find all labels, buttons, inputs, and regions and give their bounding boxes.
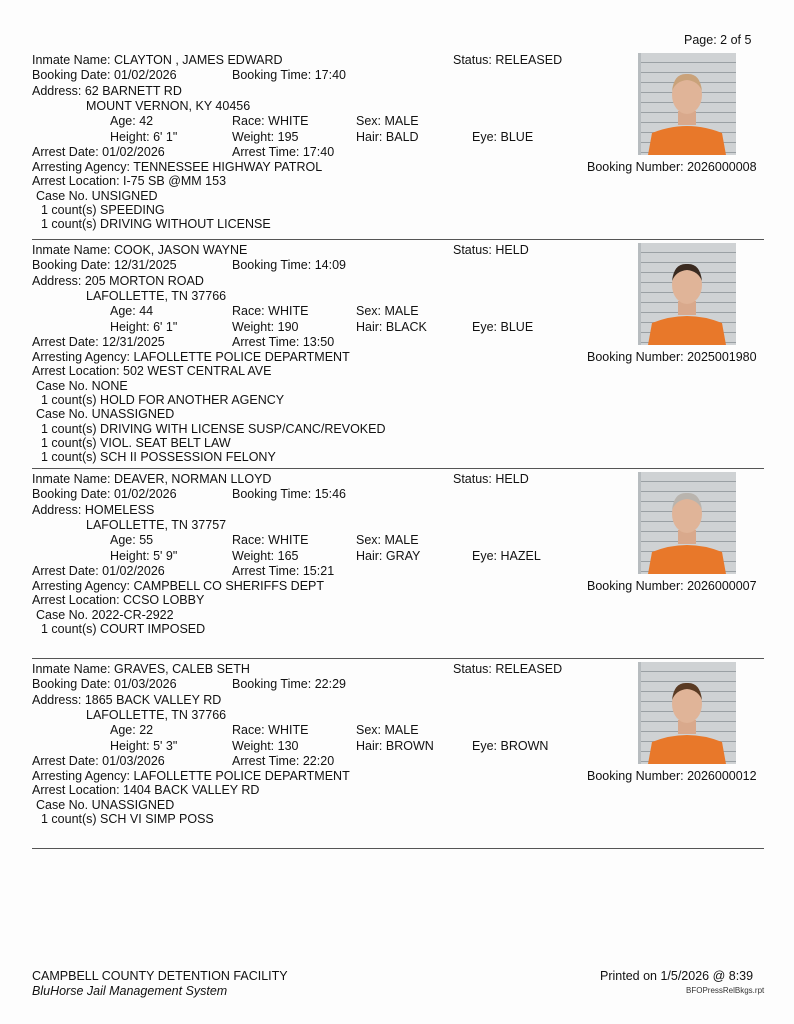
booking-time	[232, 68, 346, 82]
status-label: Status:	[453, 662, 492, 676]
status-label: Status:	[453, 472, 492, 486]
hair-value: BROWN	[385, 738, 434, 753]
case-number: Case No. NONE	[36, 378, 128, 393]
arrest-date	[32, 564, 165, 578]
inmate-name	[32, 53, 283, 67]
height-label: Height:	[110, 319, 150, 334]
booking-date	[32, 68, 177, 82]
record-divider	[32, 848, 764, 849]
mugshot-photo	[638, 662, 736, 764]
address	[32, 693, 221, 707]
arrest-location	[32, 364, 271, 378]
address	[32, 503, 154, 517]
charge-count: 1 count(s) SCH VI SIMP POSS	[41, 812, 214, 826]
case-number: Case No. UNSIGNED	[36, 188, 158, 203]
sex-label: Sex:	[356, 304, 382, 319]
hair-label: Hair:	[356, 548, 383, 563]
mugshot-photo	[638, 472, 736, 574]
booking-number-label: Booking Number:	[587, 769, 684, 784]
eye-label: Eye:	[472, 738, 498, 753]
inmate-name-label: Inmate Name:	[32, 53, 111, 67]
person-silhouette-icon	[638, 662, 736, 764]
booking-date	[32, 677, 177, 691]
address-label: Address:	[32, 692, 82, 707]
arresting-agency-value: LAFOLLETTE POLICE DEPARTMENT	[133, 350, 350, 365]
eye-value: HAZEL	[500, 548, 541, 563]
race-value: WHITE	[268, 533, 309, 548]
arrest-time-value: 15:21	[302, 563, 335, 578]
status-label: Status:	[453, 243, 492, 257]
booking-date-label: Booking Date:	[32, 68, 111, 83]
inmate-name	[32, 472, 271, 486]
address-value: 205 MORTON ROAD	[84, 273, 204, 288]
arrest-location-value: 1404 BACK VALLEY RD	[123, 783, 260, 798]
weight-value: 190	[277, 319, 299, 334]
hair-value: BALD	[385, 129, 419, 144]
hair-label: Hair:	[356, 129, 383, 144]
weight-value: 130	[277, 738, 299, 753]
arrest-date	[32, 145, 165, 159]
booking-time-label: Booking Time:	[232, 487, 312, 502]
arrest-time-value: 22:20	[302, 753, 335, 768]
inmate-name-value: GRAVES, CALEB SETH	[114, 662, 250, 676]
address	[32, 274, 204, 288]
address-label: Address:	[32, 83, 82, 98]
record-divider	[32, 658, 764, 659]
weight-value: 195	[277, 129, 299, 144]
arrest-location-label: Arrest Location:	[32, 783, 120, 798]
arresting-agency	[32, 160, 322, 174]
booking-time-label: Booking Time:	[232, 258, 312, 273]
race	[232, 304, 308, 318]
arresting-agency-value: LAFOLLETTE POLICE DEPARTMENT	[133, 769, 350, 784]
charge-count: 1 count(s) SPEEDING	[41, 203, 165, 217]
height	[110, 130, 177, 144]
inmate-name	[32, 243, 247, 257]
eye-value: BLUE	[500, 129, 534, 144]
charge-count: 1 count(s) DRIVING WITHOUT LICENSE	[41, 217, 271, 232]
arrest-time-label: Arrest Time:	[232, 144, 300, 159]
height-value: 5' 9"	[153, 548, 178, 563]
address-value: HOMELESS	[84, 502, 155, 517]
age-label: Age:	[110, 304, 136, 319]
address-city-line: MOUNT VERNON, KY 40456	[86, 98, 251, 113]
eye-label: Eye:	[472, 129, 498, 144]
hair-value: GRAY	[385, 548, 421, 563]
eye	[472, 320, 533, 334]
weight-value: 165	[277, 548, 299, 563]
age-value: 55	[139, 533, 154, 548]
report-filename: BFOPressRelBkgs.rpt	[686, 986, 765, 995]
height-label: Height:	[110, 548, 150, 563]
arrest-time-label: Arrest Time:	[232, 563, 300, 578]
arrest-time	[232, 754, 334, 768]
booking-date	[32, 487, 177, 501]
weight-label: Weight:	[232, 548, 275, 563]
age-label: Age:	[110, 723, 136, 738]
weight-label: Weight:	[232, 319, 275, 334]
person-silhouette-icon	[638, 472, 736, 574]
arrest-location-value: 502 WEST CENTRAL AVE	[123, 364, 272, 379]
booking-date-value: 12/31/2025	[114, 258, 177, 273]
race-value: WHITE	[268, 114, 309, 129]
weight	[232, 739, 299, 753]
race-label: Race:	[232, 533, 265, 548]
age	[110, 533, 153, 547]
race-label: Race:	[232, 723, 265, 738]
address-value: 1865 BACK VALLEY RD	[84, 692, 222, 707]
arrest-time	[232, 145, 334, 159]
arresting-agency-label: Arresting Agency:	[32, 350, 130, 365]
arrest-date-value: 12/31/2025	[102, 334, 165, 349]
age	[110, 304, 153, 318]
person-silhouette-icon	[638, 243, 736, 345]
address-city-line: LAFOLLETTE, TN 37766	[86, 707, 227, 722]
eye	[472, 130, 533, 144]
eye	[472, 739, 548, 753]
arrest-date-value: 01/02/2026	[102, 563, 165, 578]
hair	[356, 320, 427, 334]
arresting-agency	[32, 350, 350, 364]
status-label: Status:	[453, 53, 492, 67]
eye-label: Eye:	[472, 548, 498, 563]
sex	[356, 533, 419, 547]
status	[453, 53, 562, 67]
inmate-name-label: Inmate Name:	[32, 472, 111, 486]
booking-number-value: 2026000007	[687, 579, 757, 594]
address-label: Address:	[32, 273, 82, 288]
booking-time-value: 22:29	[314, 677, 346, 692]
arrest-location-label: Arrest Location:	[32, 593, 120, 608]
arresting-agency	[32, 769, 350, 783]
booking-date-value: 01/02/2026	[114, 487, 177, 502]
charge-count: 1 count(s) COURT IMPOSED	[41, 622, 206, 636]
sex	[356, 114, 419, 128]
arrest-date	[32, 335, 165, 349]
eye-value: BLUE	[500, 319, 534, 334]
arresting-agency-label: Arresting Agency:	[32, 769, 130, 784]
arrest-time-value: 13:50	[302, 334, 335, 349]
inmate-name	[32, 662, 250, 676]
booking-number-value: 2026000008	[687, 160, 757, 175]
hair-label: Hair:	[356, 319, 383, 334]
arresting-agency	[32, 579, 324, 593]
arrest-location-label: Arrest Location:	[32, 174, 120, 189]
race-label: Race:	[232, 304, 265, 319]
sex	[356, 304, 419, 318]
arrest-location-value: CCSO LOBBY	[123, 593, 205, 608]
booking-number-label: Booking Number:	[587, 350, 684, 365]
inmate-name-value: COOK, JASON WAYNE	[114, 243, 248, 257]
booking-time-value: 15:46	[314, 487, 346, 502]
case-number: Case No. UNASSIGNED	[36, 797, 175, 812]
charge-count: 1 count(s) HOLD FOR ANOTHER AGENCY	[41, 393, 285, 407]
weight	[232, 130, 299, 144]
arrest-date-label: Arrest Date:	[32, 144, 99, 159]
booking-number-value: 2025001980	[687, 350, 757, 365]
booking-time	[232, 487, 346, 501]
address-value: 62 BARNETT RD	[84, 83, 182, 98]
booking-date-value: 01/02/2026	[114, 68, 177, 83]
height	[110, 739, 177, 753]
arrest-location	[32, 783, 259, 797]
race	[232, 723, 308, 737]
status-value: HELD	[495, 472, 529, 486]
booking-date	[32, 258, 177, 272]
arrest-time-label: Arrest Time:	[232, 753, 300, 768]
record-divider	[32, 239, 764, 240]
race-label: Race:	[232, 114, 265, 129]
status-value: HELD	[495, 243, 529, 257]
sex-label: Sex:	[356, 114, 382, 129]
address-city-line: LAFOLLETTE, TN 37757	[86, 517, 227, 532]
arresting-agency-label: Arresting Agency:	[32, 579, 130, 594]
booking-time-value: 14:09	[314, 258, 346, 273]
hair-value: BLACK	[385, 319, 427, 334]
arrest-location	[32, 174, 226, 188]
inmate-name-label: Inmate Name:	[32, 243, 111, 257]
booking-date-label: Booking Date:	[32, 677, 111, 692]
age-label: Age:	[110, 114, 136, 129]
height	[110, 320, 177, 334]
status	[453, 472, 529, 486]
booking-time-value: 17:40	[314, 68, 346, 83]
arresting-agency-value: CAMPBELL CO SHERIFFS DEPT	[133, 579, 324, 594]
hair	[356, 549, 420, 563]
arresting-agency-label: Arresting Agency:	[32, 160, 130, 175]
booking-number-label: Booking Number:	[587, 579, 684, 594]
race-value: WHITE	[268, 723, 309, 738]
record-divider	[32, 468, 764, 469]
booking-number-label: Booking Number:	[587, 160, 684, 175]
arrest-date-value: 01/03/2026	[102, 753, 165, 768]
arrest-time-value: 17:40	[302, 144, 335, 159]
arresting-agency-value: TENNESSEE HIGHWAY PATROL	[133, 160, 323, 175]
eye-value: BROWN	[500, 738, 549, 753]
arrest-location	[32, 593, 204, 607]
booking-date-label: Booking Date:	[32, 487, 111, 502]
sex-value: MALE	[384, 304, 419, 319]
weight	[232, 549, 299, 563]
booking-number-value: 2026000012	[687, 769, 757, 784]
charge-count: 1 count(s) VIOL. SEAT BELT LAW	[41, 435, 231, 450]
arrest-date-label: Arrest Date:	[32, 334, 99, 349]
mugshot-photo	[638, 53, 736, 155]
booking-time	[232, 258, 346, 272]
sex	[356, 723, 419, 737]
system-name: BluHorse Jail Management System	[32, 984, 228, 998]
arrest-location-value: I-75 SB @MM 153	[123, 174, 227, 189]
arrest-time	[232, 335, 334, 349]
height-label: Height:	[110, 129, 150, 144]
booking-time-label: Booking Time:	[232, 677, 312, 692]
status-value: RELEASED	[495, 53, 563, 67]
hair	[356, 739, 434, 753]
race	[232, 533, 308, 547]
status	[453, 662, 562, 676]
address	[32, 84, 182, 98]
height-value: 6' 1"	[153, 319, 178, 334]
booking-number	[587, 769, 757, 783]
address-label: Address:	[32, 502, 82, 517]
sex-label: Sex:	[356, 723, 382, 738]
facility-name: CAMPBELL COUNTY DETENTION FACILITY	[32, 969, 288, 983]
sex-value: MALE	[384, 533, 419, 548]
charge-count: 1 count(s) SCH II POSSESSION FELONY	[41, 450, 276, 465]
arrest-time	[232, 564, 334, 578]
height	[110, 549, 177, 563]
weight	[232, 320, 299, 334]
sex-value: MALE	[384, 114, 419, 129]
case-number: Case No. UNASSIGNED	[36, 407, 175, 422]
height-label: Height:	[110, 738, 150, 753]
status-value: RELEASED	[495, 662, 563, 676]
arrest-date	[32, 754, 165, 768]
address-city-line: LAFOLLETTE, TN 37766	[86, 288, 227, 303]
arrest-time-label: Arrest Time:	[232, 334, 300, 349]
booking-time-label: Booking Time:	[232, 68, 312, 83]
age-value: 42	[139, 114, 154, 129]
arrest-location-label: Arrest Location:	[32, 364, 120, 379]
booking-time	[232, 677, 346, 691]
booking-number	[587, 579, 757, 593]
hair	[356, 130, 419, 144]
age	[110, 114, 153, 128]
inmate-name-value: CLAYTON , JAMES EDWARD	[114, 53, 283, 67]
sex-label: Sex:	[356, 533, 382, 548]
person-silhouette-icon	[638, 53, 736, 155]
charge-count: 1 count(s) DRIVING WITH LICENSE SUSP/CANC/REVOKED	[41, 421, 386, 436]
eye	[472, 549, 541, 563]
mugshot-photo	[638, 243, 736, 345]
booking-number	[587, 160, 757, 174]
arrest-date-label: Arrest Date:	[32, 753, 99, 768]
printed-timestamp: Printed on 1/5/2026 @ 8:39	[600, 969, 754, 983]
height-value: 5' 3"	[153, 738, 178, 753]
arrest-date-value: 01/02/2026	[102, 144, 165, 159]
age-value: 22	[139, 723, 154, 738]
sex-value: MALE	[384, 723, 419, 738]
race-value: WHITE	[268, 304, 309, 319]
age	[110, 723, 153, 737]
weight-label: Weight:	[232, 738, 275, 753]
booking-date-label: Booking Date:	[32, 258, 111, 273]
height-value: 6' 1"	[153, 129, 178, 144]
age-label: Age:	[110, 533, 136, 548]
hair-label: Hair:	[356, 738, 383, 753]
booking-number	[587, 350, 757, 364]
booking-date-value: 01/03/2026	[114, 677, 177, 692]
age-value: 44	[139, 304, 154, 319]
arrest-date-label: Arrest Date:	[32, 563, 99, 578]
weight-label: Weight:	[232, 129, 275, 144]
race	[232, 114, 308, 128]
case-number: Case No. 2022-CR-2922	[36, 607, 174, 622]
inmate-name-value: DEAVER, NORMAN LLOYD	[114, 472, 272, 486]
page-number: Page: 2 of 5	[684, 33, 752, 47]
status	[453, 243, 529, 257]
eye-label: Eye:	[472, 319, 498, 334]
inmate-name-label: Inmate Name:	[32, 662, 111, 676]
